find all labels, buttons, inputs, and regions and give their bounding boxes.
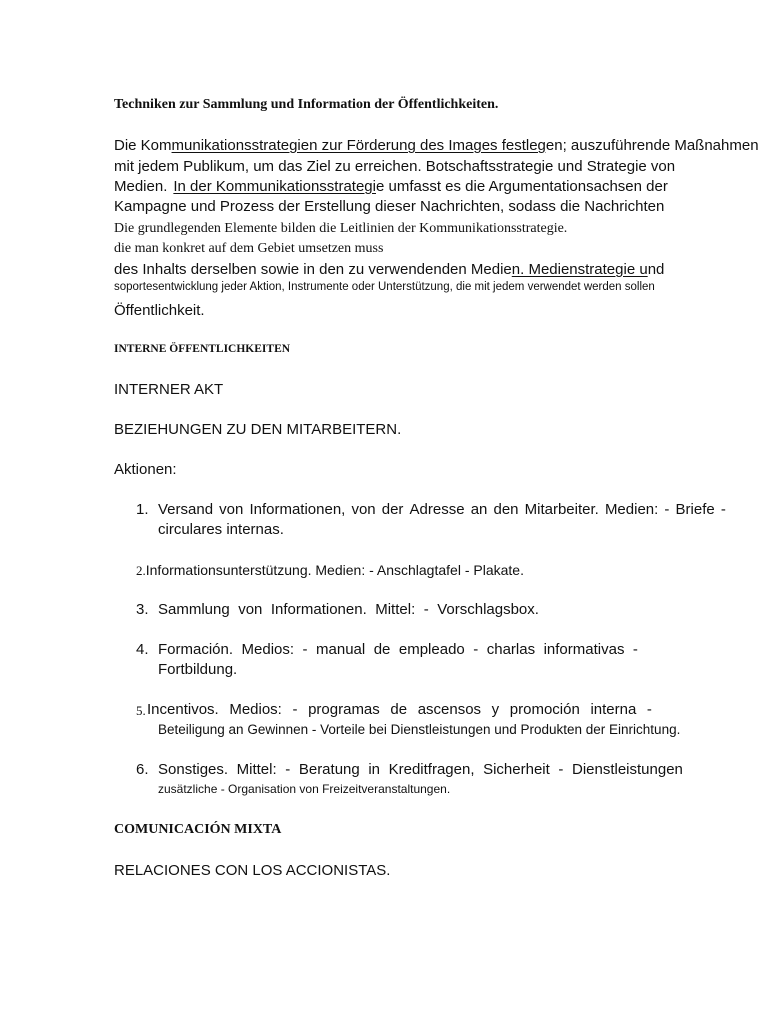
list-item-word: - [720, 501, 726, 518]
section-heading-mixed: COMUNICACIÓN MIXTA [114, 822, 282, 837]
list-item-number: 4. [136, 641, 149, 658]
list-item-3-line-1 [158, 601, 539, 618]
list-item-2 [136, 562, 524, 579]
list-item-word: - [423, 601, 429, 618]
intro-line-5: Die grundlegenden Elemente bilden die Leitlinien der Kommunikationsstrategie. [114, 221, 568, 236]
list-item-word: Sammlung [158, 601, 230, 618]
intro-text: des Inhalts derselben sowie in den zu verwendenden Medie [114, 261, 512, 278]
list-item-word: - [302, 641, 308, 658]
list-item-word: - [473, 641, 479, 658]
list-item-number: 1. [136, 501, 149, 518]
list-item-word: an [470, 501, 488, 518]
list-item-word: in [368, 761, 381, 778]
list-item-number: 2. [136, 563, 146, 578]
list-item-word: Mittel: [375, 601, 416, 618]
section-heading-internal: INTERNE ÖFFENTLICHKEITEN [114, 343, 291, 355]
intro-underlined-text: In der Kommunikationsstrategi [173, 178, 376, 195]
list-item-word: ascensos [417, 701, 482, 718]
list-item-word: empleado [398, 641, 465, 658]
intro-line-6: die man konkret auf dem Gebiet umsetzen muss [114, 241, 384, 256]
list-item-word: den [493, 501, 519, 518]
intro-underlined-text: n. Medienstrategie u [511, 261, 648, 278]
list-item-word: - [646, 701, 652, 718]
list-item-word: Incentivos. [147, 701, 219, 718]
list-item-word: Sicherheit [483, 761, 550, 778]
intro-line-8: soportesentwicklung jeder Aktion, Instrumente oder Unterstützung, die mit jedem verwendet werden sollen [114, 281, 655, 293]
list-item-word: - [664, 501, 670, 518]
actions-label: Aktionen: [114, 461, 177, 478]
list-item-word: de [390, 701, 408, 718]
intro-line-2: mit jedem Publikum, um das Ziel zu erreichen. Botschaftsstrategie und Strategie von [114, 158, 676, 175]
list-item-word: Beratung [298, 761, 360, 778]
list-item-word: Versand [158, 501, 214, 518]
intro-line-1 [114, 137, 759, 154]
list-item-word: programas [308, 701, 380, 718]
list-item-4-line-1 [158, 641, 638, 658]
list-item-word: - [632, 641, 638, 658]
list-item-word: von [351, 501, 376, 518]
list-item-word: Informationen. [270, 601, 367, 618]
list-item-6-line-2: zusätzliche - Organisation von Freizeitveranstaltungen. [158, 782, 451, 796]
list-item-word: interna [590, 701, 637, 718]
list-item-text: Informationsunterstützung. Medien: - Anschlagtafel - Plakate. [145, 562, 524, 578]
list-item-word: Adresse [409, 501, 465, 518]
list-item-number: 6. [136, 761, 149, 778]
list-item-word: Formación. [158, 641, 234, 658]
list-item-word: Mitarbeiter. [524, 501, 599, 518]
intro-text: Medien. [114, 178, 168, 195]
list-item-number: 3. [136, 601, 149, 618]
intro-text: Die Kom [114, 137, 172, 154]
list-item-word: von [238, 601, 263, 618]
list-item-word: Vorschlagsbox. [437, 601, 539, 618]
list-item-word: - [285, 761, 291, 778]
intro-underlined-text: munikationsstrategien zur Förderung des Images festleg [171, 137, 546, 154]
list-item-word: - [292, 701, 298, 718]
list-item-word: Kreditfragen, [388, 761, 475, 778]
list-item-word: y [491, 701, 500, 718]
list-item-word: Medios: [241, 641, 295, 658]
internal-act-heading: INTERNER AKT [114, 381, 224, 398]
intro-text: e umfasst es die Argumentationsachsen der [375, 178, 668, 195]
intro-line-4: Kampagne und Prozess der Erstellung dieser Nachrichten, sodass die Nachrichten [114, 198, 665, 215]
list-item-word: Briefe [675, 501, 715, 518]
list-item-1-line-1 [158, 501, 726, 518]
list-item-word: de [373, 641, 391, 658]
list-item-6-line-1 [158, 761, 683, 778]
list-item-5-line-1 [147, 701, 652, 718]
list-item-word: manual [316, 641, 366, 658]
list-item-word: Mittel: [236, 761, 277, 778]
list-item-word: informativas [543, 641, 625, 658]
intro-text: nd [647, 261, 665, 278]
intro-line-7 [114, 261, 664, 278]
list-item-word: Dienstleistungen [571, 761, 683, 778]
intro-text-group [167, 178, 674, 195]
document-title: Techniken zur Sammlung und Information der Öffentlichkeiten. [114, 97, 499, 112]
employee-relations-heading: BEZIEHUNGEN ZU DEN MITARBEITERN. [114, 421, 402, 438]
intro-line-9: Öffentlichkeit. [114, 302, 205, 319]
list-item-word: charlas [486, 641, 536, 658]
list-item-1-line-2: circulares internas. [158, 521, 284, 538]
intro-line-3 [114, 178, 674, 195]
list-item-word: von [219, 501, 244, 518]
list-item-word: der [381, 501, 404, 518]
shareholder-relations-heading: RELACIONES CON LOS ACCIONISTAS. [114, 862, 391, 879]
list-item-4-line-2: Fortbildung. [158, 661, 238, 678]
list-item-word: Medien: [604, 501, 659, 518]
list-item-word: Informationen, [249, 501, 346, 518]
list-item-word: promoción [509, 701, 580, 718]
list-item-number: 5. [136, 703, 146, 718]
list-item-word: - [558, 761, 564, 778]
intro-text: en; auszuführende Maßnahmen [545, 137, 759, 154]
list-item-word: Sonstiges. [158, 761, 229, 778]
list-item-word: Medios: [229, 701, 282, 718]
list-item-5-line-2: Beteiligung an Gewinnen - Vorteile bei Dienstleistungen und Produkten der Einrichtung. [158, 722, 681, 737]
